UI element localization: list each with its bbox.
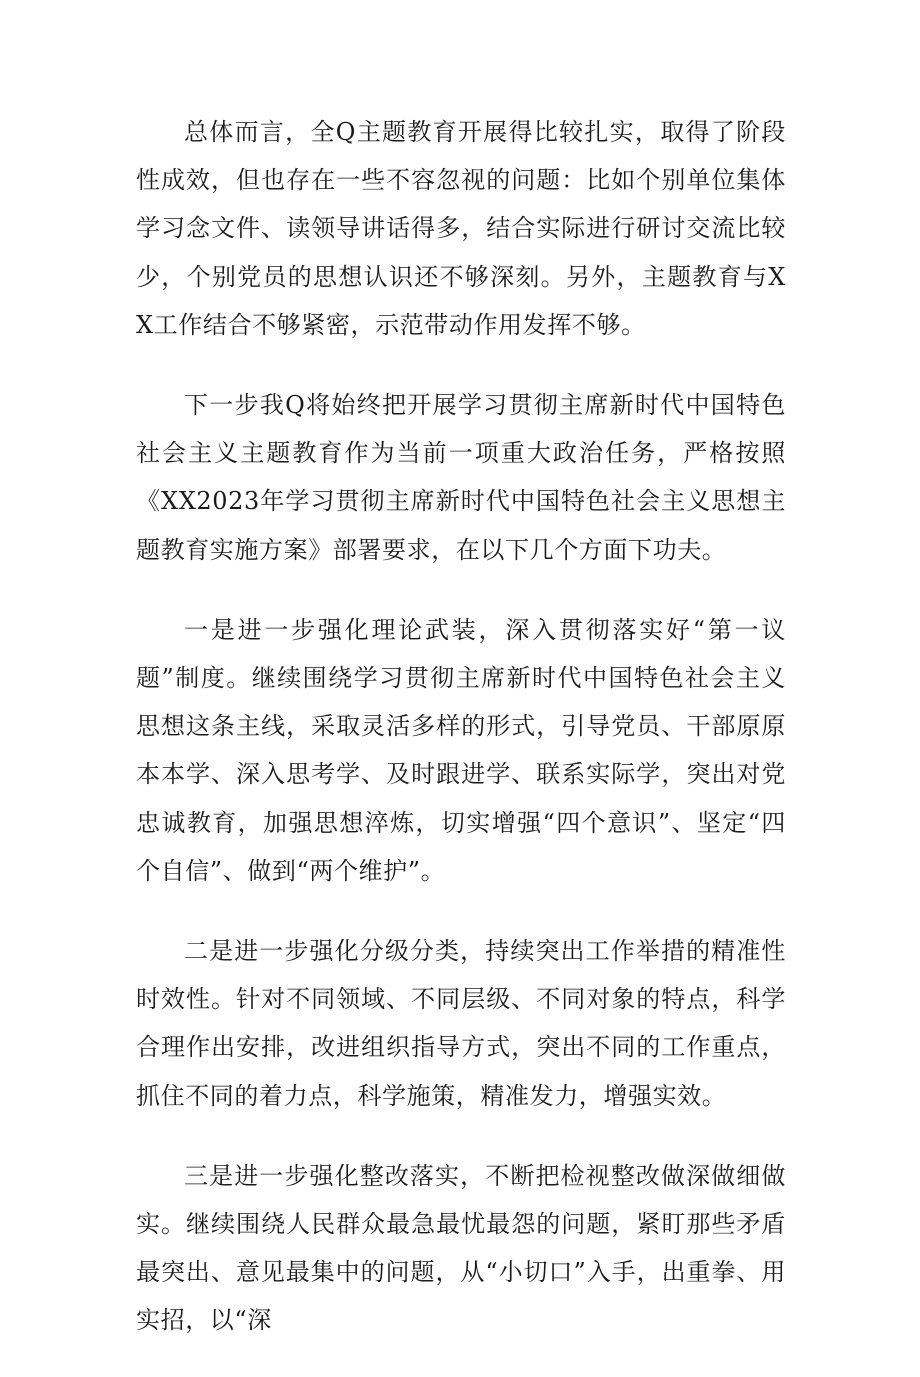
paragraph-next-steps: 下一步我Q将始终把开展学习贯彻主席新时代中国特色社会主义主题教育作为当前一项重大政治任务，严格按照《XX2023年学习贯彻主席新时代中国特色社会主义思想主题教育实施方案》部署要求，在以下几个方面下功夫。 [136,391,786,564]
document-body [136,108,786,1377]
paragraph-point-one: 一是进一步强化理论武装，深入贯彻落实好“第一议题”制度。继续围绕学习贯彻主席新时代中国特色社会主义思想这条主线，采取灵活多样的形式，引导党员、干部原原本本学、深入思考学、及时跟进学、联系实际学，突出对党忠诚教育，加强思想淬炼，切实增强“四个意识”、坚定“四个自信”、做到“两个维护”。 [136,615,786,885]
paragraph-point-three: 三是进一步强化整改落实，不断把检视整改做深做细做实。继续围绕人民群众最急最忧最怨的问题，紧盯那些矛盾最突出、意见最集中的问题，从“小切口”入手，出重拳、用实招，以“深 [136,1161,786,1335]
paragraph-point-two: 二是进一步强化分级分类，持续突出工作举措的精准性时效性。针对不同领域、不同层级、不同对象的特点，科学合理作出安排，改进组织指导方式，突出不同的工作重点，抓住不同的着力点，科学施策，精准发力，增强实效。 [136,937,786,1110]
paragraph-summary: 总体而言，全Q主题教育开展得比较扎实，取得了阶段性成效，但也存在一些不容忽视的问题：比如个别单位集体学习念文件、读领导讲话得多，结合实际进行研讨交流比较少，个别党员的思想认识还不够深刻。另外，主题教育与XX工作结合不够紧密，示范带动作用发挥不够。 [136,118,786,339]
